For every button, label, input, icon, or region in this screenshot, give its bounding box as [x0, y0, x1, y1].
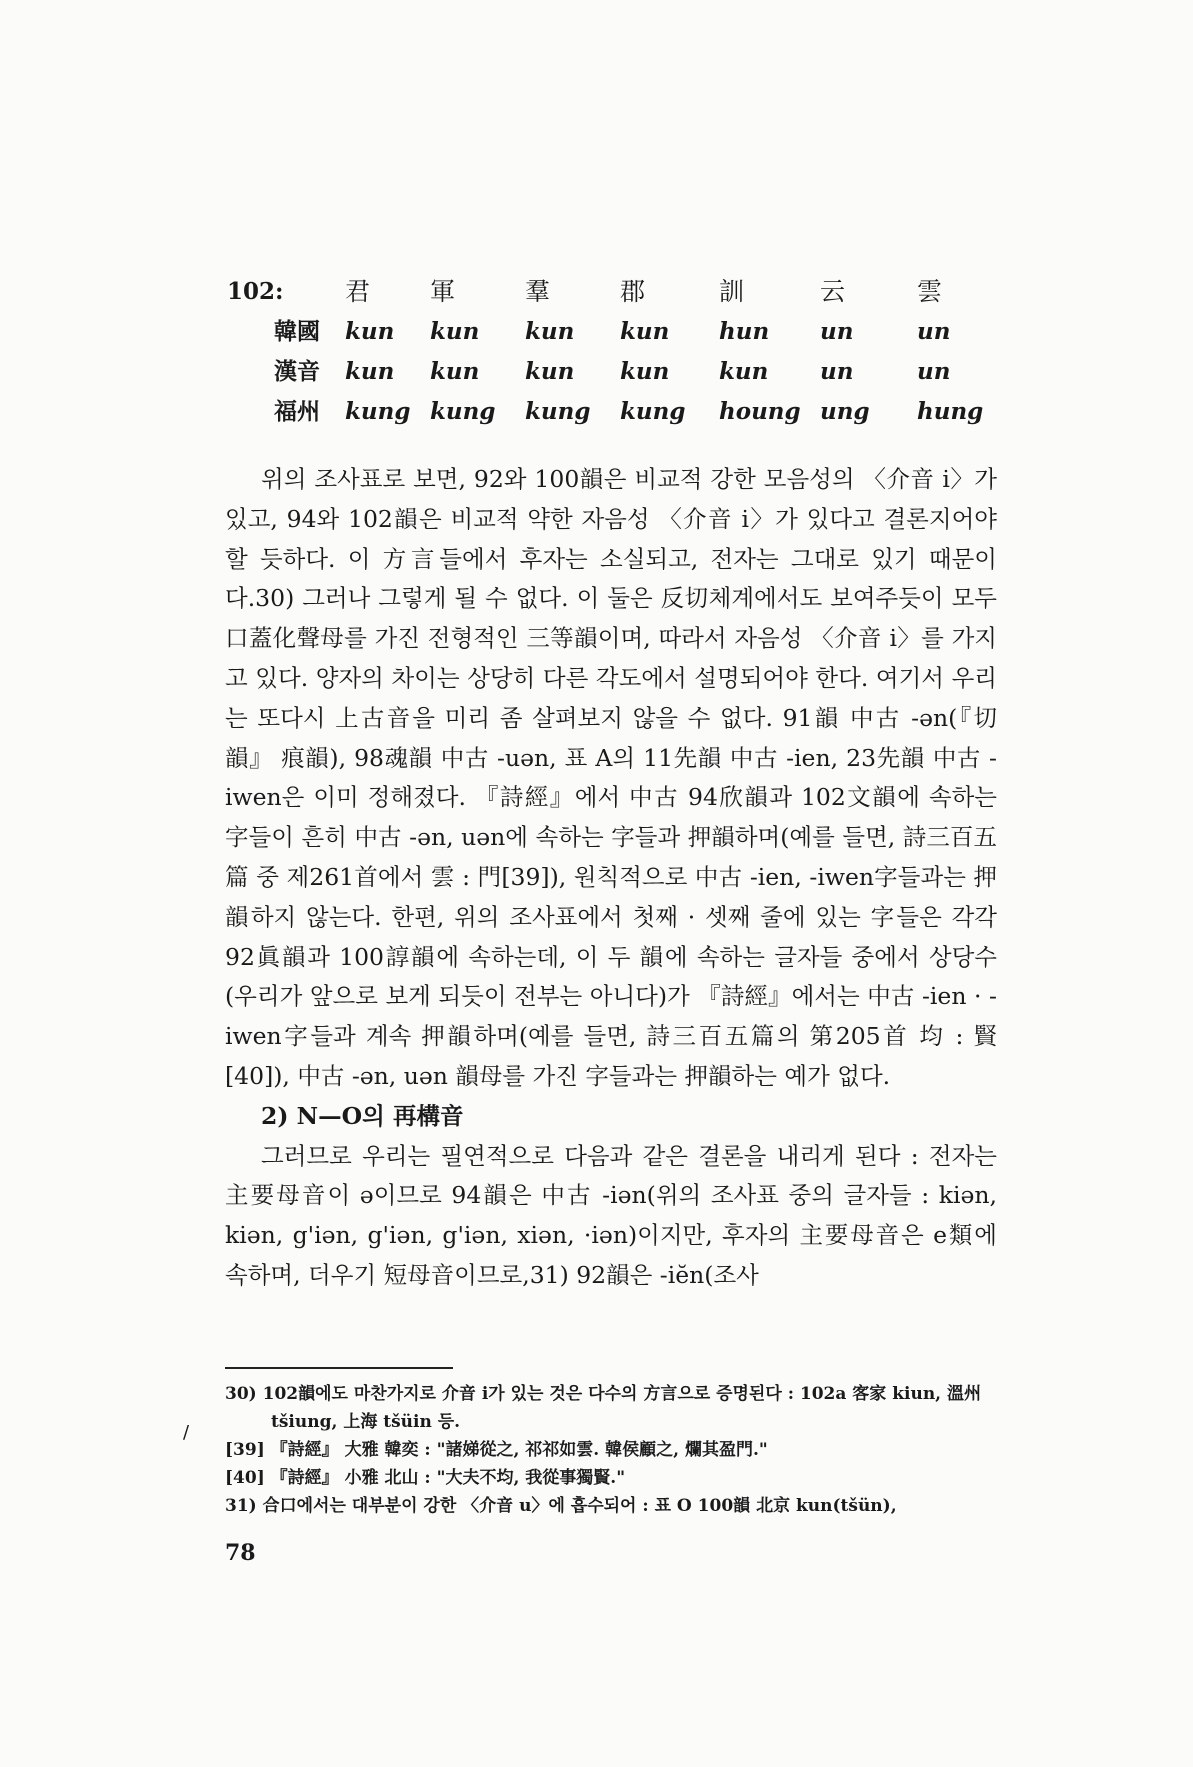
table-cell: kun — [620, 358, 670, 385]
body-text — [225, 460, 997, 1296]
table-cell: hung — [917, 398, 984, 425]
paragraph: 위의 조사표로 보면, 92와 100韻은 비교적 강한 모음성의 〈介音 i〉가 있고, 94와 102韻은 비교적 약한 자음성 〈介音 i〉가 있다고 결론지어야 할 듯하다. 이 方言들에서 후자는 소실되고, 전자는 그대로 있기 때문이다.30) 그러나 그렇게 될 수 없다. 이 둘은 反切체계에서도 보여주듯이 모두 口蓋化聲母를 가진 전형적인 三等韻이며, 따라서 자음성 〈介音 i〉를 가지고 있다. 양자의 차이는 상당히 다른 각도에서 설명되어야 한다. 여기서 우리는 또다시 上古音을 미리 좀 살펴보지 않을 수 없다. 91韻 中古 -ən(『切韻』 痕韻), 98魂韻 中古 -uən, 표 A의 11先韻 中古 -ien, 23先韻 中古 -iwen은 이미 정해졌다. 『詩經』에서 中古 94欣韻과 102文韻에 속하는 字들이 흔히 中古 -ən, uən에 속하는 字들과 押韻하며(예를 들면, 詩三百五篇 중 제261首에서 雲 : 門[39]), 원칙적으로 中古 -ien, -iwen字들과는 押韻하지 않는다. 한편, 위의 조사표에서 첫째 · 셋째 줄에 있는 字들은 각각 92眞韻과 100諄韻에 속하는데, 이 두 韻에 속하는 글자들 중에서 상당수(우리가 앞으로 보게 되듯이 전부는 아니다)가 『詩經』에서는 中古 -ien · -iwen字들과 계속 押韻하며(예를 들면, 詩三百五篇의 第205首 均 : 賢[40]), 中古 -ən, uən 韻母를 가진 字들과는 押韻하는 예가 없다. — [225, 465, 997, 1090]
header-char: 郡 — [620, 277, 646, 306]
section-heading: 2) N—O의 再構音 — [261, 1101, 464, 1130]
table-cell: hun — [719, 318, 770, 345]
header-char: 羣 — [525, 277, 551, 306]
table-cell: un — [820, 318, 854, 345]
table-row — [225, 392, 985, 432]
table-cell: kun — [345, 358, 395, 385]
footnote: 31) 合口에서는 대부분이 강한 〈介音 u〉에 흡수되어 : 표 O 100韻 北京 kun(tšün), — [225, 1496, 897, 1516]
header-char: 訓 — [719, 277, 745, 306]
table-cell: kung — [430, 398, 496, 425]
dialect-comparison-table — [225, 272, 985, 432]
row-label: 福州 — [274, 398, 320, 425]
table-row — [225, 352, 985, 392]
table-cell: kun — [719, 358, 769, 385]
table-cell: kung — [345, 398, 411, 425]
table-header-row — [225, 272, 985, 312]
footnote-divider — [225, 1367, 453, 1369]
footnote: [39] 『詩經』 大雅 韓奕 : "諸娣從之, 祁祁如雲. 韓侯顧之, 爛其盈門." — [225, 1440, 768, 1460]
table-cell: un — [917, 358, 951, 385]
table-cell: kung — [525, 398, 591, 425]
table-cell: ung — [820, 398, 870, 425]
paragraph: 그러므로 우리는 필연적으로 다음과 같은 결론을 내리게 된다 : 전자는 主要母音이 ə이므로 94韻은 中古 -iən(위의 조사표 중의 글자들 : kiən, kiən, g'iən, g'iən, g'iən, xiən, ·iən)이지만, 후자의 主要母音은 e類에 속하며, 더우기 短母音이므로,31) 92韻은 -iĕn(조사 — [225, 1141, 997, 1289]
table-cell: kun — [620, 318, 670, 345]
page-number: 78 — [225, 1540, 256, 1566]
footnotes — [225, 1380, 997, 1520]
table-cell: un — [820, 358, 854, 385]
header-char: 云 — [820, 277, 846, 306]
footnote: [40] 『詩經』 小雅 北山 : "大夫不均, 我從事獨賢." — [225, 1468, 626, 1488]
table-cell: kun — [430, 318, 480, 345]
table-cell: kun — [525, 318, 575, 345]
row-label: 韓國 — [274, 318, 320, 345]
margin-mark: / — [183, 1422, 190, 1443]
header-char: 雲 — [917, 277, 943, 306]
footnote: 30) 102韻에도 마찬가지로 介音 i가 있는 것은 다수의 方言으로 증명된다 : 102a 客家 kiun, 溫州 tšiung, 上海 tšüin 등. — [225, 1384, 982, 1432]
row-label: 漢音 — [274, 358, 320, 385]
table-cell: houng — [719, 398, 801, 425]
header-char: 君 — [345, 277, 371, 306]
table-cell: kun — [345, 318, 395, 345]
table-row — [225, 312, 985, 352]
table-label: 102: — [227, 278, 284, 305]
table-cell: kun — [525, 358, 575, 385]
table-cell: kun — [430, 358, 480, 385]
table-cell: kung — [620, 398, 686, 425]
header-char: 軍 — [430, 277, 456, 306]
table-cell: un — [917, 318, 951, 345]
